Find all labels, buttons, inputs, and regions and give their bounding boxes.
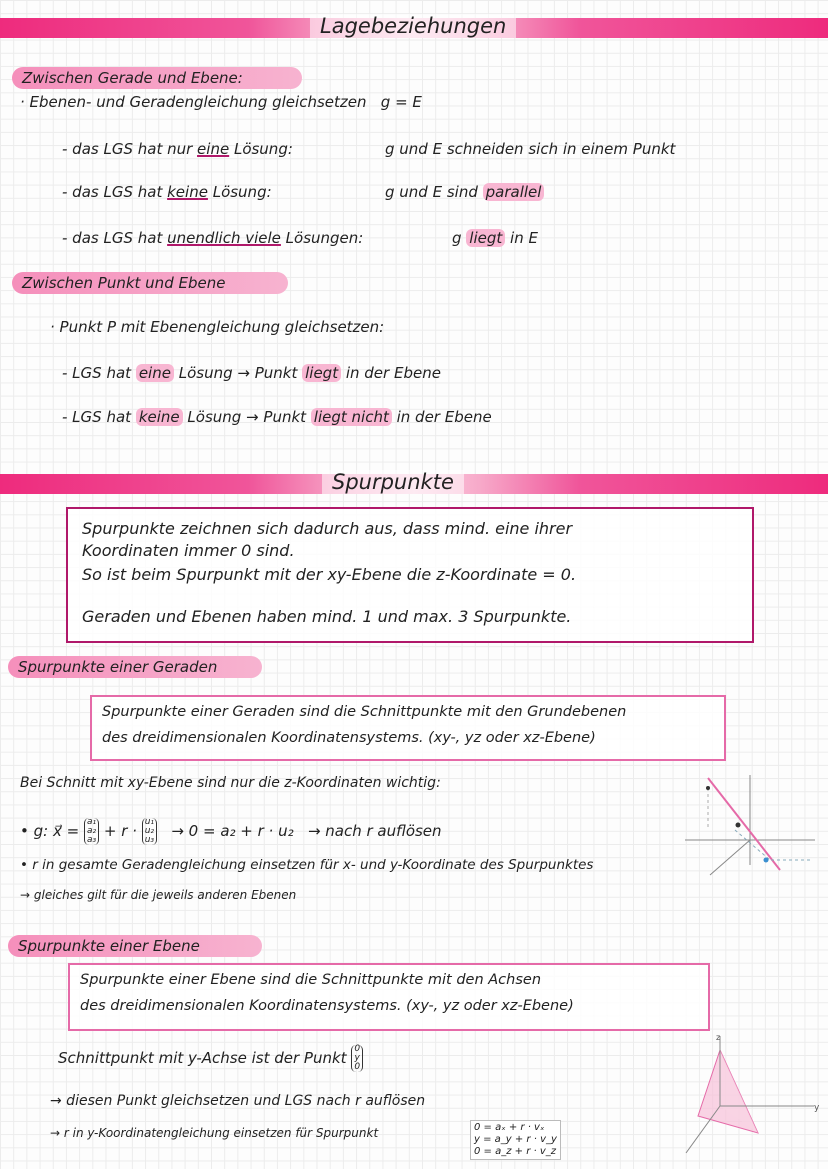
system-row: y = a_y + r · v_y — [474, 1134, 557, 1145]
item-key: eine — [136, 364, 174, 382]
spurpunkte-definition-box — [66, 507, 754, 643]
item-key: liegt nicht — [311, 408, 392, 426]
item-text: in der Ebene — [341, 364, 441, 382]
ebene-point-line — [58, 1045, 363, 1072]
box-line: Spurpunkte einer Ebene sind die Schnittpunkte mit den Achsen — [80, 972, 542, 988]
intro-gerade-ebene: · Ebenen- und Geradengleichung gleichsetzen g = E — [20, 93, 422, 111]
vec-entry: u₁ — [144, 817, 155, 827]
item-text: - LGS hat — [62, 408, 136, 426]
item-text: in der Ebene — [391, 408, 492, 426]
vec-entry: 0 — [354, 1062, 361, 1072]
item-result-key: parallel — [483, 183, 545, 201]
ebene-definition-box — [68, 963, 710, 1031]
ebene-step2: → r in y-Koordinatengleichung einsetzen für Spurpunkt — [50, 1126, 379, 1140]
spurpunkt-dot — [706, 786, 710, 790]
step-text: → nach r auflösen — [307, 822, 442, 840]
vec-entry: u₃ — [144, 835, 155, 845]
item-result: g und E sind — [385, 183, 483, 201]
point-vector — [351, 1045, 363, 1072]
spurpunkte-title: Spurpunkte — [322, 470, 464, 494]
intro-text: Punkt P mit Ebenengleichung gleichsetzen: — [59, 318, 385, 336]
heading-gerade-ebene: Zwischen Gerade und Ebene: — [12, 67, 302, 89]
page-title: Lagebeziehungen — [310, 14, 516, 38]
item-key: keine — [136, 408, 183, 426]
point-text: Schnittpunkt mit y-Achse ist der Punkt — [58, 1049, 347, 1067]
step-text: + r · — [103, 822, 137, 840]
gerade-step3: → gleiches gilt für die jeweils anderen Ebenen — [20, 888, 297, 902]
item-result: g und E schneiden sich in einem Punkt — [385, 140, 676, 158]
heading-punkt-ebene: Zwischen Punkt und Ebene — [12, 272, 288, 294]
formula-g-e: g = E — [380, 93, 422, 111]
vec-entry: a₂ — [86, 826, 97, 836]
box-line: Spurpunkte einer Geraden sind die Schnittpunkte mit den Grundebenen — [102, 704, 627, 720]
item-result-key: liegt — [466, 229, 505, 247]
gerade-note: Bei Schnitt mit xy-Ebene sind nur die z-Koordinaten wichtig: — [20, 775, 441, 791]
vec-entry: 0 — [354, 1044, 361, 1054]
heading-spurpunkte-ebene: Spurpunkte einer Ebene — [8, 935, 262, 957]
box-line: So ist beim Spurpunkt mit der xy-Ebene die z-Koordinate = 0. — [82, 565, 577, 584]
box-line: Spurpunkte zeichnen sich dadurch aus, dass mind. eine ihrer — [82, 519, 573, 538]
axis-y-label: y — [814, 1103, 820, 1113]
item-keine-loesung — [62, 183, 542, 201]
vec-entry: a₁ — [86, 817, 97, 827]
item-text: Lösung: — [207, 183, 272, 201]
item-text: - das LGS hat nur — [62, 140, 198, 158]
item-result: g — [452, 229, 467, 247]
vec-entry: u₂ — [144, 826, 155, 836]
ebene-spurpunkt-diagram — [668, 1028, 824, 1163]
step-text: • g: x⃗ = — [20, 822, 80, 840]
intro-punkt-ebene: · Punkt P mit Ebenengleichung gleichsetzen: — [50, 318, 385, 336]
gerade-spurpunkt-diagram — [680, 770, 820, 880]
item-result: in E — [505, 229, 538, 247]
vec-entry: y — [354, 1053, 360, 1063]
axis-x-line — [710, 840, 750, 875]
item-key: unendlich viele — [167, 229, 281, 247]
vector-a — [84, 818, 99, 845]
item-text: - LGS hat — [62, 364, 136, 382]
item-text: Lösungen: — [280, 229, 364, 247]
item-text: Lösung: — [229, 140, 293, 158]
spurpunkt-dot — [764, 858, 769, 863]
item-text: Lösung → Punkt — [173, 364, 303, 382]
step-text: → 0 = a₂ + r · u₂ — [171, 822, 294, 840]
intro-text: Ebenen- und Geradengleichung gleichsetzen — [29, 93, 367, 111]
gerade-definition-box — [90, 695, 726, 761]
box-line: Koordinaten immer 0 sind. — [82, 541, 295, 560]
heading-spurpunkte-geraden: Spurpunkte einer Geraden — [8, 656, 262, 678]
ebene-step1: → diesen Punkt gleichsetzen und LGS nach r auflösen — [50, 1093, 426, 1109]
box-line: Geraden und Ebenen haben mind. 1 und max. 3 Spurpunkte. — [82, 607, 572, 626]
gerade-step2: • r in gesamte Geradengleichung einsetzen für x- und y-Koordinate des Spurpunktes — [20, 857, 594, 873]
item-text: - das LGS hat — [62, 183, 168, 201]
item-eine-loesung — [62, 140, 676, 158]
item-key: eine — [197, 140, 230, 158]
item-key: liegt — [302, 364, 341, 382]
item-punkt-liegt-nicht — [62, 408, 492, 426]
spurpunkt-dot — [736, 823, 741, 828]
item-unendlich-loesungen — [62, 229, 538, 247]
system-row: 0 = aₓ + r · vₓ — [474, 1122, 545, 1133]
vec-entry: a₃ — [86, 835, 97, 845]
gerade-step1 — [20, 818, 442, 845]
box-line: des dreidimensionalen Koordinatensystems. (xy-, yz oder xz-Ebene) — [102, 730, 596, 746]
item-key: keine — [167, 183, 208, 201]
item-text: Lösung → Punkt — [182, 408, 311, 426]
axis-z-label: z — [716, 1033, 721, 1042]
item-text: - das LGS hat — [62, 229, 168, 247]
system-row: 0 = a_z + r · v_z — [474, 1146, 557, 1157]
gerade-line — [708, 778, 780, 870]
item-punkt-liegt — [62, 364, 441, 382]
ebene-lgs-system — [470, 1120, 561, 1160]
box-line: des dreidimensionalen Koordinatensystems. (xy-, yz oder xz-Ebene) — [80, 998, 574, 1014]
vector-u — [142, 818, 157, 845]
